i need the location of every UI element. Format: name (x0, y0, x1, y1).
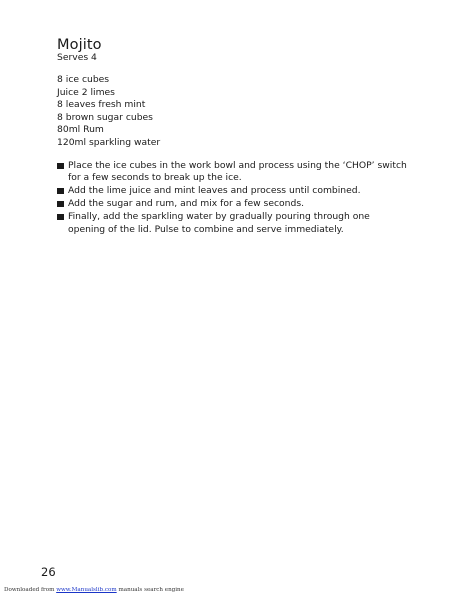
method-step (57, 160, 407, 185)
recipe-title: Mojito (57, 37, 102, 53)
footer-site-link[interactable]: www.Manualslib.com (56, 587, 117, 593)
ingredient-item: 120ml sparkling water (57, 136, 161, 148)
method-step (57, 198, 407, 210)
download-footer (4, 587, 184, 594)
ingredient-item: 8 brown sugar cubes (57, 111, 153, 123)
serves-label: Serves 4 (57, 52, 97, 63)
ingredient-item: 8 ice cubes (57, 74, 110, 85)
square-bullet-icon (57, 214, 64, 221)
method-step-text: Add the sugar and rum, and mix for a few seconds. (68, 198, 305, 210)
method-step-text: Finally, add the sparkling water by gradually pouring through one opening of the lid. Pulse to combine and serve immediately. (68, 211, 370, 235)
page-number: 26 (41, 565, 56, 579)
square-bullet-icon (57, 201, 64, 208)
square-bullet-icon (57, 188, 64, 195)
method-step (57, 185, 407, 197)
footer-prefix: Downloaded from (4, 587, 55, 593)
square-bullet-icon (57, 163, 64, 170)
method-steps-list (57, 160, 407, 237)
ingredients-list (57, 74, 160, 150)
method-step-text: Place the ice cubes in the work bowl and process using the ‘CHOP’ switch for a few seconds to break up the ice. (68, 160, 407, 184)
ingredient-item: 80ml Rum (57, 124, 104, 136)
ingredient-item: 8 leaves fresh mint (57, 99, 146, 111)
footer-suffix: manuals search engine (116, 587, 184, 593)
ingredient-item: Juice 2 limes (57, 86, 115, 98)
method-step-text: Add the lime juice and mint leaves and process until combined. (68, 185, 361, 197)
method-step (57, 211, 407, 236)
